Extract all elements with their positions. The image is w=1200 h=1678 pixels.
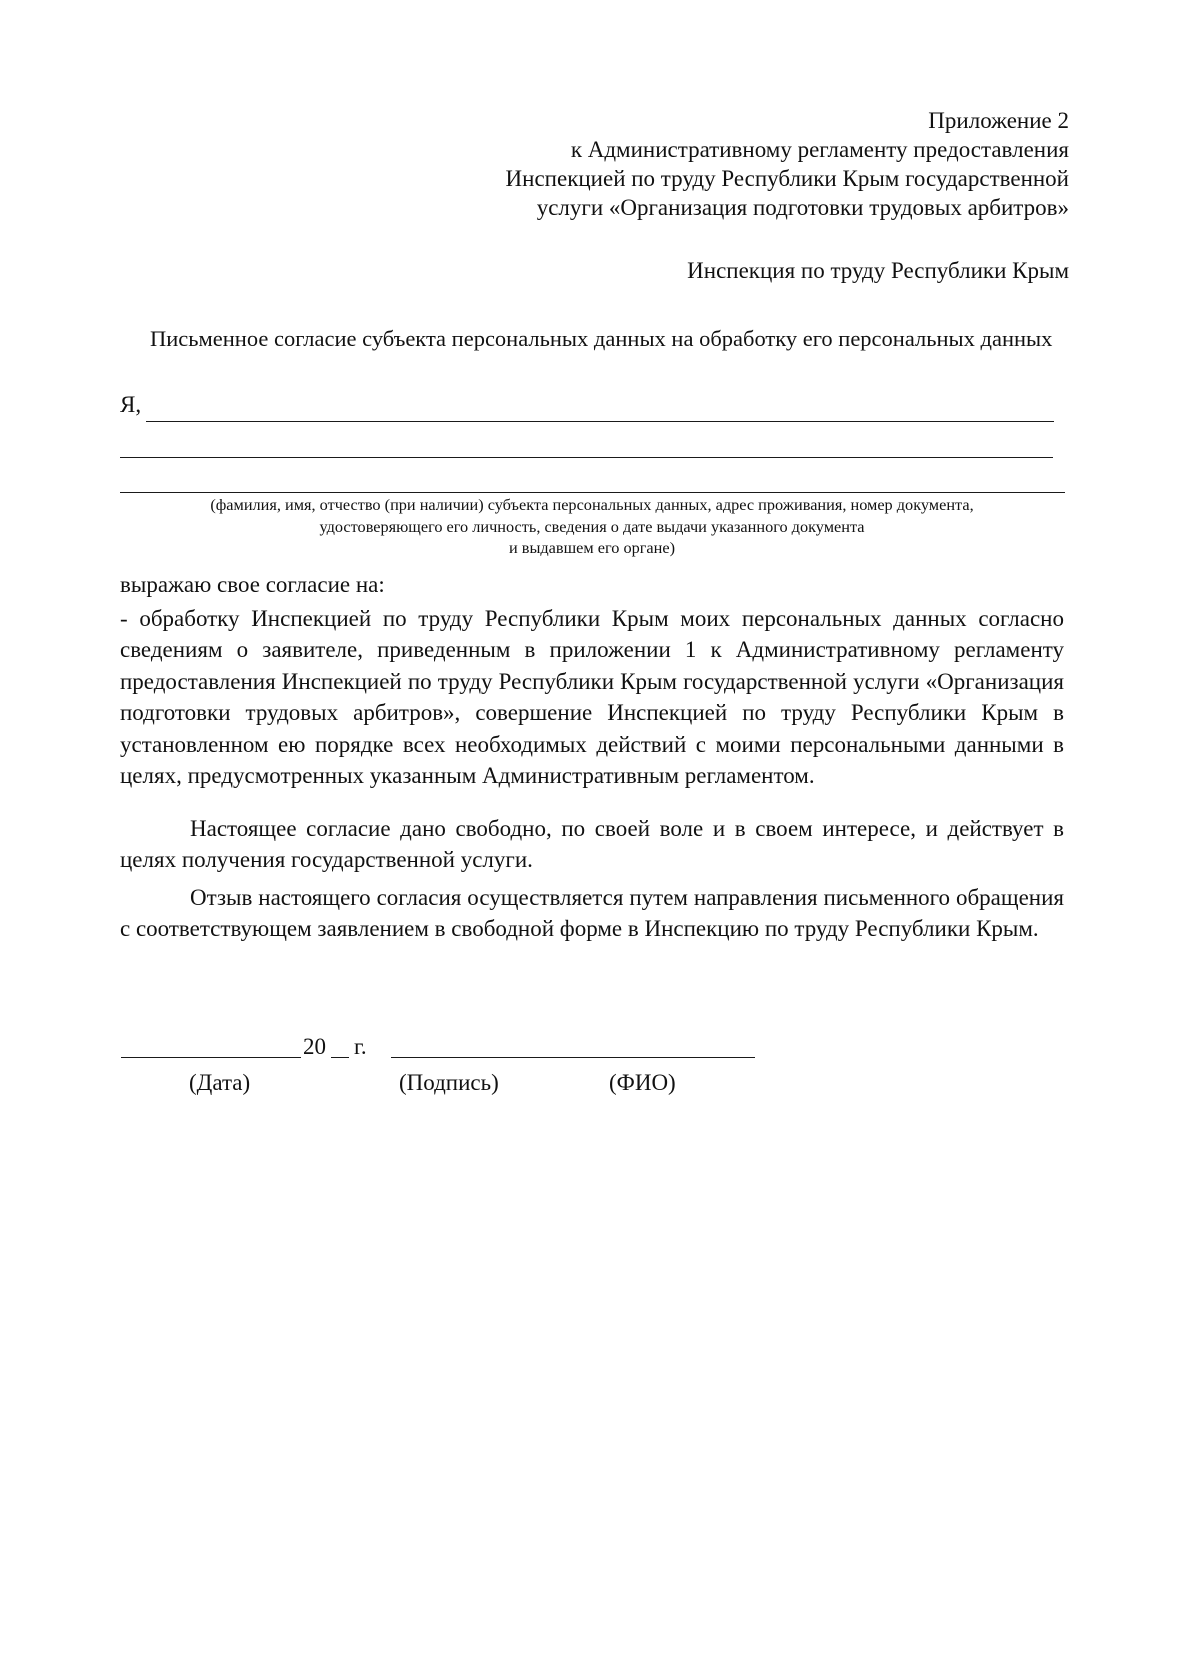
applicant-blank-line-3[interactable] [120,492,1065,493]
document-title: Письменное согласие субъекта персональных данных на обработку его персональных данных [150,326,1053,351]
applicant-prefix: Я, [120,392,142,417]
consent-paragraph: Настоящее согласие дано свободно, по своей воле и в своем интересе, и действует в целях получения государственной услуги. [120,816,1064,873]
year-blank-line[interactable] [331,1057,349,1058]
appendix-line: Приложение 2 [928,108,1069,133]
date-blank-line[interactable] [121,1057,301,1058]
appendix-line: услуги «Организация подготовки трудовых арбитров» [536,195,1069,220]
appendix-header [506,106,1069,222]
signature-label: (Подпись) [399,1070,499,1095]
signature-blank-line[interactable] [391,1057,755,1058]
applicant-blank-line-1[interactable] [146,421,1054,422]
name-label: (ФИО) [609,1070,676,1095]
hint-line: (фамилия, имя, отчество (при наличии) субъекта персональных данных, адрес проживания, номер документа, [210,495,974,514]
hint-line: и выдавшем его органе) [508,538,675,557]
consent-intro: выражаю свое согласие на: [120,572,385,597]
applicant-hint [120,494,1064,559]
appendix-line: к Административному регламенту предоставления [570,137,1069,162]
recipient: Инспекция по труду Республики Крым [687,258,1069,283]
consent-paragraph: Отзыв настоящего согласия осуществляется путем направления письменного обращения с соответствующем заявлением в свободной форме в Инспекцию по труду Республики Крым. [120,885,1064,942]
hint-line: удостоверяющего его личность, сведения о дате выдачи указанного документа [319,516,865,536]
year-prefix: 20 [303,1034,326,1059]
consent-paragraph: - обработку Инспекцией по труду Республики Крым моих персональных данных согласно сведениям о заявителе, приведенным в приложении 1 к Административному регламенту предоставления Инспекцией по труду Республики Крым государственной услуги «Организация подготовки трудовых арбитров», совершение Инспекцией по труду Республики Крым в установленном ею порядке всех необходимых действий с моими персональными данными в целях, предусмотренных указанным Административным регламентом. [120,606,1064,789]
year-suffix: г. [354,1034,367,1059]
date-label: (Дата) [189,1070,251,1095]
applicant-blank-line-2[interactable] [120,457,1053,458]
appendix-line: Инспекцией по труду Республики Крым государственной [505,166,1069,191]
